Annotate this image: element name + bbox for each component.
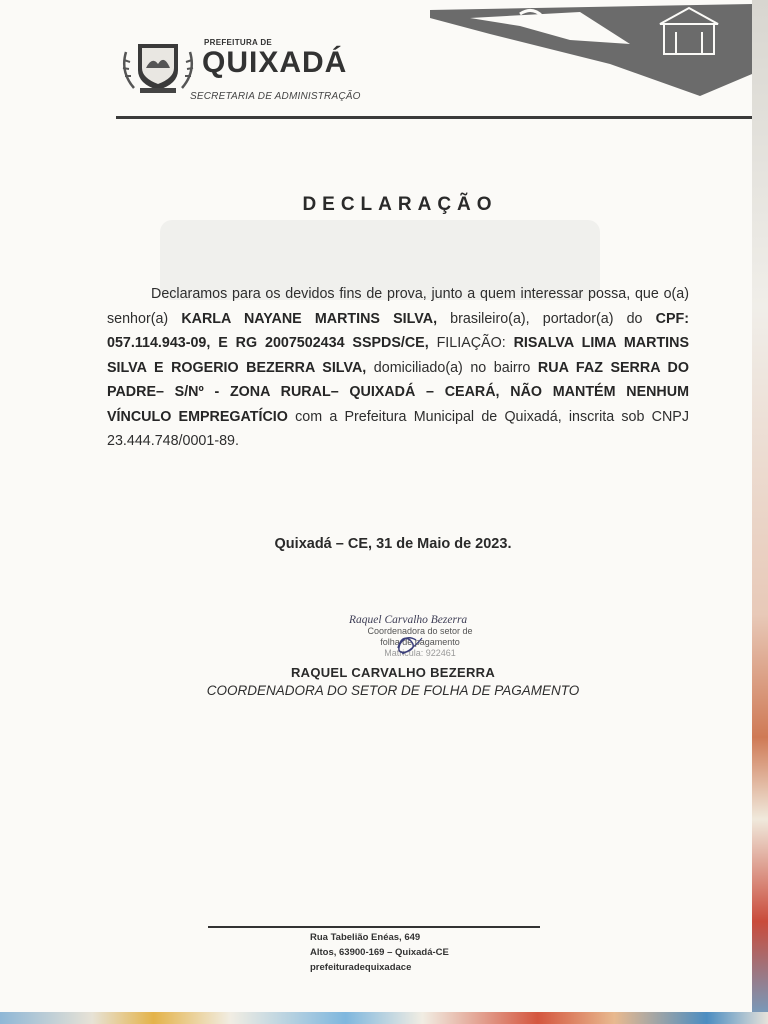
footer-social: prefeituradequixadace: [310, 962, 412, 973]
background-edge: [752, 0, 768, 1024]
signatory-role: COORDENADORA DO SETOR DE FOLHA DE PAGAMENTO: [206, 683, 580, 698]
header-prefeitura-label: PREFEITURA DE: [204, 38, 273, 47]
header-city-name: QUIXADÁ: [202, 46, 348, 79]
body-text-2: brasileiro(a), portador(a) do: [437, 310, 656, 327]
document-date: Quixadá – CE, 31 de Maio de 2023.: [274, 536, 512, 552]
stamp-name: Raquel Carvalho Bezerra: [349, 614, 468, 626]
body-text-3: FILIAÇÃO:: [428, 335, 514, 351]
person-address: RUA FAZ SERRA DO PADRE– S/Nº - ZONA RURAL– QUIXADÁ – CEARÁ,: [107, 359, 689, 400]
footer-address-block: [310, 930, 449, 975]
stamp-role-line-2: folha de pagamento: [380, 637, 460, 647]
footer-street: Rua Tabelião Enéas, 649: [310, 932, 421, 943]
stamp-role-line-1: Coordenadora do setor de: [367, 626, 473, 636]
footer-divider: [208, 926, 540, 928]
declaration-body: [107, 282, 689, 454]
background-bottom-edge: [0, 1012, 768, 1024]
employment-statement: NÃO MANTÉM NENHUM VÍNCULO EMPREGATÍCIO: [107, 384, 689, 425]
header-divider: [116, 116, 752, 119]
person-name: KARLA NAYANE MARTINS SILVA,: [181, 310, 438, 327]
document-title: DECLARAÇÃO: [302, 194, 498, 215]
person-documents: CPF: 057.114.943-09, E RG 2007502434 SSPDS/CE,: [107, 310, 689, 351]
handwritten-signature: [392, 628, 426, 662]
header-secretaria: SECRETARIA DE ADMINISTRAÇÃO: [190, 91, 361, 102]
body-text-1: Declaramos para os devidos fins de prova, junto a quem interessar possa, que o(a) senhor(a): [107, 286, 689, 327]
body-text-6: com a Prefeitura Municipal de Quixadá, inscrita sob CNPJ 23.444.748/0001-89.: [107, 408, 689, 449]
stamp-matricula: Matricula: 922461: [384, 648, 456, 658]
coat-of-arms-logo: [120, 38, 196, 94]
body-text-4: domiciliado(a) no bairro: [366, 359, 538, 376]
letterhead-corner-art: [430, 4, 752, 96]
person-parents: RISALVA LIMA MARTINS SILVA E ROGERIO BEZERRA SILVA,: [107, 335, 690, 376]
signatory-name: RAQUEL CARVALHO BEZERRA: [290, 665, 496, 680]
footer-city: Altos, 63900-169 – Quixadá-CE: [310, 947, 449, 958]
body-text-5: [500, 384, 511, 400]
